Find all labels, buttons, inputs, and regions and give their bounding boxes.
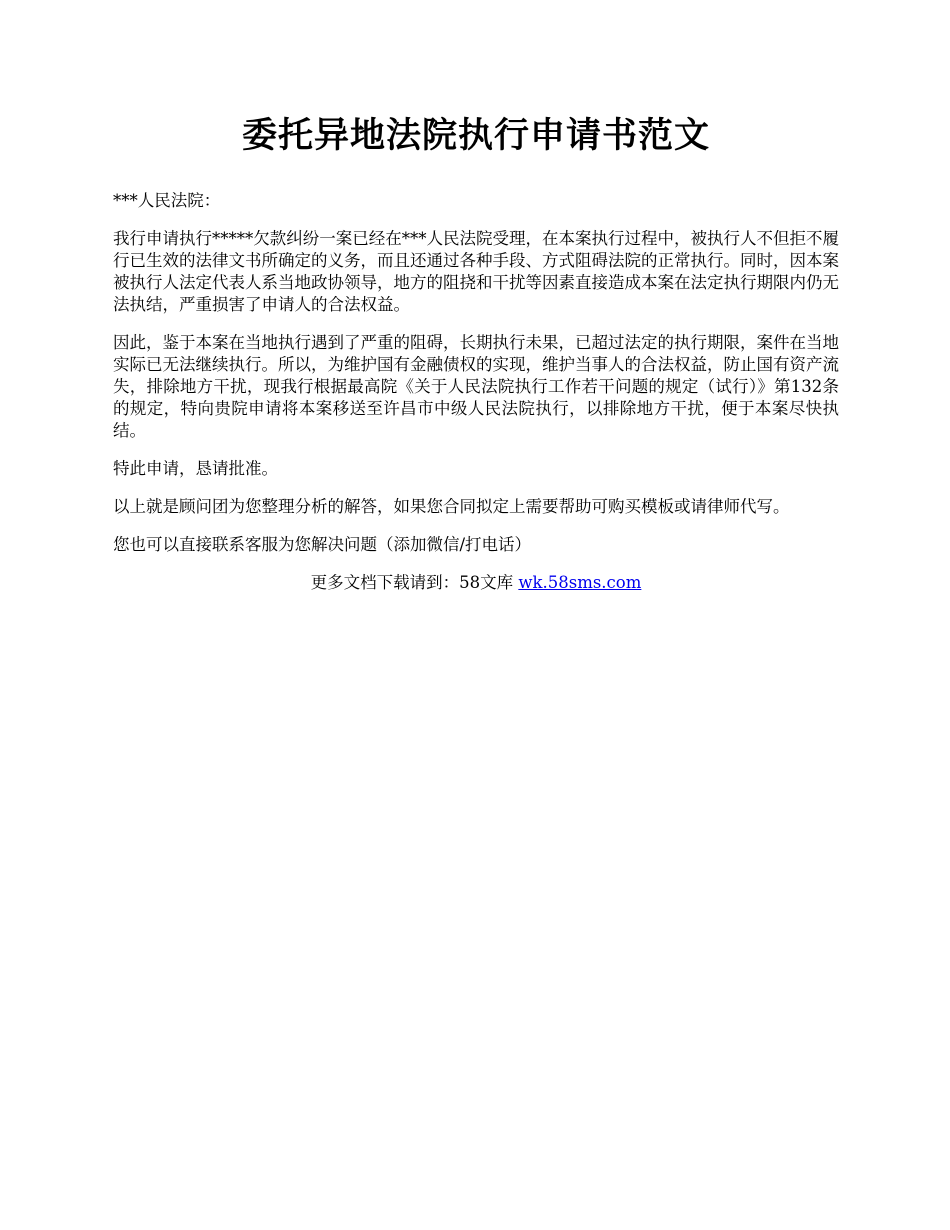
advisory-note: 以上就是顾问团为您整理分析的解答，如果您合同拟定上需要帮助可购买模板或请律师代写。 — [113, 497, 790, 516]
contact-note: 您也可以直接联系客服为您解决问题（添加微信/打电话） — [113, 535, 532, 554]
download-footer — [113, 572, 839, 594]
closing-request: 特此申请，恳请批准。 — [113, 459, 278, 478]
body-paragraph-2: 因此，鉴于本案在当地执行遇到了严重的阻碍，长期执行未果，已超过法定的执行期限，案件在当地实际已无法继续执行。所以，为维护国有金融债权的实现，维护当事人的合法权益，防止国有资产流失，排除地方干扰，现我行根据最高院《关于人民法院执行工作若干问题的规定（试行）》第132条的规定，特向贵院申请将本案移送至许昌市中级人民法院执行，以排除地方干扰，便于本案尽快执结。 — [113, 333, 839, 440]
body-paragraph-1: 我行申请执行*****欠款纠纷一案已经在***人民法院受理，在本案执行过程中，被执行人不但拒不履行已生效的法律文书所确定的义务，而且还通过各种手段、方式阻碍法院的正常执行。同时，因本案被执行人法定代表人系当地政协领导，地方的阻挠和干扰等因素直接造成本案在法定执行期限内仍无法执结，严重损害了申请人的合法权益。 — [113, 229, 839, 314]
salutation: ***人民法院： — [113, 191, 221, 210]
footer-link[interactable]: wk.58sms.com — [518, 573, 642, 592]
footer-prefix: 更多文档下载请到：58文库 — [310, 573, 519, 592]
document-page — [113, 112, 839, 594]
document-title: 委托异地法院执行申请书范文 — [241, 115, 710, 156]
